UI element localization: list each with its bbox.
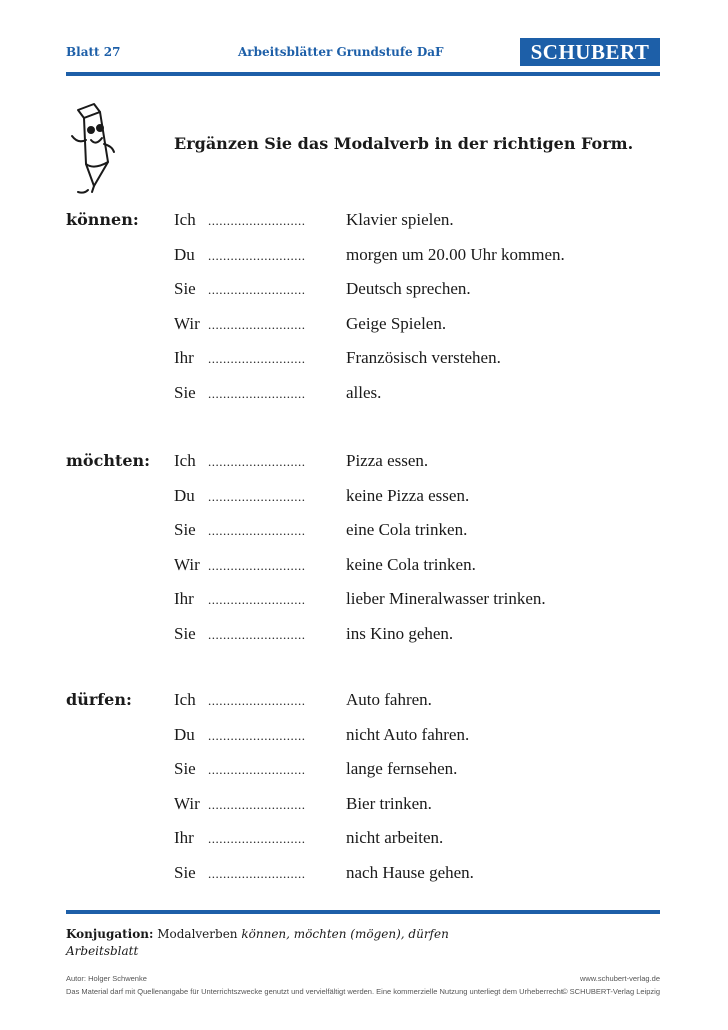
sentence-rest: Auto fahren. xyxy=(346,690,432,709)
pronoun: Du xyxy=(174,724,195,744)
sentence-rest: Geige Spielen. xyxy=(346,313,447,333)
sentence-rest: Klavier spielen. xyxy=(346,210,454,229)
answer-blank[interactable]: .......................... xyxy=(208,557,306,573)
pronoun: Wir xyxy=(174,313,200,333)
answer-blank[interactable]: .......................... xyxy=(208,523,306,539)
sentence-rest: nicht arbeiten. xyxy=(346,828,444,848)
answer-blank[interactable]: .......................... xyxy=(208,627,306,642)
pronoun: Ich xyxy=(174,451,196,470)
answer-blank[interactable]: .......................... xyxy=(208,213,306,228)
section-label: möchten: xyxy=(66,451,151,470)
answer-blank[interactable]: .......................... xyxy=(208,488,306,504)
footer-copyright-row xyxy=(66,987,660,996)
sentence-rest: nach Hause gehen. xyxy=(346,863,474,882)
answer-blank[interactable]: .......................... xyxy=(208,796,306,812)
sentence-rest: nicht Auto fahren. xyxy=(346,724,470,744)
answer-blank[interactable]: .......................... xyxy=(208,282,306,298)
sentence-rest: Deutsch sprechen. xyxy=(346,279,471,299)
footer-meta-row xyxy=(66,974,660,983)
answer-blank[interactable]: .......................... xyxy=(208,454,306,469)
pronoun: Sie xyxy=(174,279,196,299)
topic-verbs: können, möchten (mögen), dürfen xyxy=(241,927,449,941)
pronoun: Sie xyxy=(174,863,196,882)
pronoun: Ihr xyxy=(174,348,194,368)
answer-blank[interactable]: .......................... xyxy=(208,386,306,401)
copyright-holder: © SCHUBERT-Verlag Leipzig xyxy=(562,987,660,996)
answer-blank[interactable]: .......................... xyxy=(208,831,306,847)
sentence-rest: keine Pizza essen. xyxy=(346,485,470,505)
task-instruction: Ergänzen Sie das Modalverb in der richtigen Form. xyxy=(174,134,634,153)
sentence-rest: Pizza essen. xyxy=(346,451,429,470)
sentence-rest: Bier trinken. xyxy=(346,793,432,813)
section-label: können: xyxy=(66,210,139,229)
material-type: Arbeitsblatt xyxy=(66,944,139,958)
sentence-rest: morgen um 20.00 Uhr kommen. xyxy=(346,244,565,264)
sentence-rest: lange fernsehen. xyxy=(346,759,458,779)
author: Autor: Holger Schwenke xyxy=(66,974,147,983)
pronoun: Ihr xyxy=(174,828,194,848)
sentence-rest: Französisch verstehen. xyxy=(346,348,501,368)
header-rule xyxy=(66,72,660,76)
sentence-rest: keine Cola trinken. xyxy=(346,554,476,574)
answer-blank[interactable]: .......................... xyxy=(208,762,306,778)
copyright-notice: Das Material darf mit Quellenangabe für Unterrichtszwecke genutzt und vervielfältigt werden. Eine kommerzielle Nutzung unterliegt dem Urheberrecht. xyxy=(66,987,565,996)
header-title: Arbeitsblätter Grundstufe DaF xyxy=(238,45,444,59)
topic-label: Konjugation: xyxy=(66,927,154,941)
pronoun: Sie xyxy=(174,624,196,643)
pronoun: Sie xyxy=(174,383,196,402)
answer-blank[interactable]: .......................... xyxy=(208,866,306,881)
pronoun: Wir xyxy=(174,554,200,574)
pronoun: Du xyxy=(174,244,195,264)
answer-blank[interactable]: .......................... xyxy=(208,316,306,332)
pronoun: Du xyxy=(174,485,195,505)
pencil-character-icon xyxy=(64,100,118,196)
pronoun: Ich xyxy=(174,210,196,229)
sentence-rest: eine Cola trinken. xyxy=(346,520,468,540)
footer-rule xyxy=(66,910,660,914)
sentence-rest: alles. xyxy=(346,383,382,402)
answer-blank[interactable]: .......................... xyxy=(208,693,306,708)
topic-text: Modalverben xyxy=(157,927,238,941)
answer-blank[interactable]: .......................... xyxy=(208,351,306,367)
answer-blank[interactable]: .......................... xyxy=(208,727,306,743)
answer-blank[interactable]: .......................... xyxy=(208,247,306,263)
sentence-rest: lieber Mineralwasser trinken. xyxy=(346,589,546,609)
pronoun: Wir xyxy=(174,793,200,813)
answer-blank[interactable]: .......................... xyxy=(208,592,306,608)
pronoun: Sie xyxy=(174,520,196,540)
footer-topic xyxy=(66,926,449,960)
pronoun: Ich xyxy=(174,690,196,709)
publisher-logo: SCHUBERT xyxy=(520,38,660,66)
website-link[interactable]: www.schubert-verlag.de xyxy=(579,974,660,983)
pronoun: Ihr xyxy=(174,589,194,609)
sentence-rest: ins Kino gehen. xyxy=(346,624,454,643)
page-header xyxy=(66,36,660,70)
pronoun: Sie xyxy=(174,759,196,779)
sheet-number: Blatt 27 xyxy=(66,45,121,59)
section-label: dürfen: xyxy=(66,690,132,709)
